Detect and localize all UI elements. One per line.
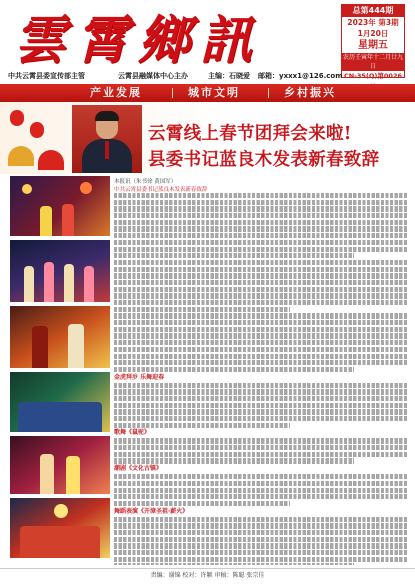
section-heading: 歌舞《鼠驼》 (114, 429, 151, 437)
gala-photo-stage (10, 176, 110, 236)
newspaper-logo (14, 10, 334, 72)
banner-item-civilization: 城市文明 (188, 86, 240, 99)
performer (62, 204, 74, 236)
gala-photo-choir (10, 372, 110, 432)
publisher-bar (0, 70, 415, 82)
fan-icon (38, 150, 64, 170)
host-text: 云霄县融媒体中心主办 (118, 72, 188, 80)
main-headline: 云霄线上春节团拜会来啦! (148, 124, 352, 144)
portrait-tie (105, 141, 109, 159)
performer (66, 456, 80, 494)
new-year-decoration (6, 108, 68, 170)
issue-weekday: 星期五 (358, 40, 388, 51)
article-byline: 本报讯（朱书徐 黄国军） (114, 179, 177, 185)
fan-icon (8, 146, 34, 166)
section-heading: 金虎拜岁 乐舞迎春 (114, 373, 165, 381)
performer-group (20, 526, 100, 558)
gala-photo-finale (10, 498, 110, 558)
performer-group (18, 402, 102, 432)
banner-divider (172, 88, 173, 98)
issue-date: 1月20日 (357, 29, 389, 38)
stage-light (22, 184, 32, 194)
lunar-date: 农历壬寅年十二月廿九日 (342, 54, 403, 70)
year-issue: 2023年 第3期 (347, 18, 399, 27)
performer (44, 262, 54, 302)
performer (40, 454, 54, 494)
stage-light (80, 182, 92, 194)
banner-item-rural: 乡村振兴 (284, 86, 336, 99)
section-heading: 潮剧《文化古镇》 (114, 465, 163, 473)
gala-photo-dance (10, 240, 110, 302)
banner-item-industry: 产业发展 (90, 86, 142, 99)
section-banner (0, 84, 415, 102)
banner-divider (268, 88, 269, 98)
issue-info-box (341, 4, 405, 78)
editor-text: 主编：石晓爱 (208, 72, 250, 80)
cn-number: CN-35(Q)第0026 (343, 72, 402, 80)
lantern-icon (30, 122, 44, 138)
lantern-icon (10, 110, 24, 126)
stage-light (54, 504, 68, 518)
email-text: 邮箱：yxxx1@126.com (258, 72, 343, 80)
performer (40, 206, 52, 236)
article-body (114, 193, 407, 565)
page-footer: 责编：谢锦 校对：许颖 审稿：陈聪 张宗佳 (0, 568, 415, 582)
section-heading: 舞蹈表演《开漳圣祖·薪火》 (114, 507, 189, 515)
issue-total: 总第444期 (342, 5, 404, 17)
gala-photo-drama (10, 436, 110, 494)
performer (24, 266, 34, 302)
gala-photo-opera (10, 306, 110, 368)
newspaper-title: 雲霄鄉訊 (14, 10, 263, 71)
performer (84, 266, 94, 302)
portrait-hair (95, 111, 119, 121)
performer (32, 326, 48, 368)
performer (64, 264, 74, 302)
article-subhead: 中共云霄县委书记蓝良木发表新春致辞 (114, 187, 208, 193)
secretary-portrait (72, 105, 142, 173)
sub-headline: 县委书记蓝良木发表新春致辞 (148, 150, 380, 170)
performer (68, 324, 84, 368)
sponsor-text: 中共云霄县委宣传部主管 (8, 72, 85, 80)
